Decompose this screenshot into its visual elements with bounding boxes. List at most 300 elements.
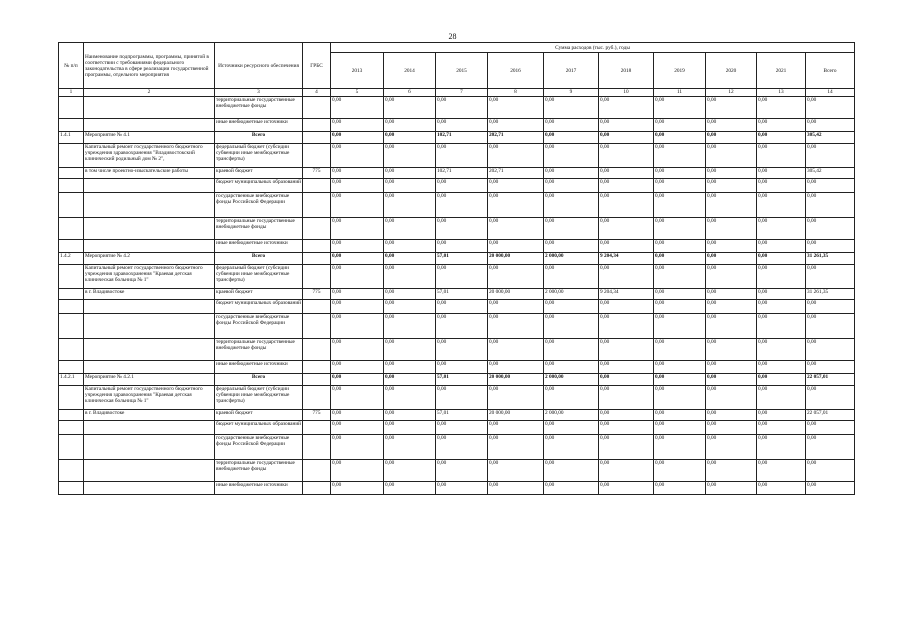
row-value: 0,00 — [757, 253, 806, 265]
row-value: 0,00 — [599, 361, 654, 374]
column-number: 9 — [544, 89, 599, 97]
table-row — [59, 482, 855, 495]
row-value: 0,00 — [654, 339, 706, 361]
row-source: краевой бюджет — [215, 289, 303, 300]
row-value: 0,00 — [706, 482, 757, 495]
row-value: 0,00 — [331, 361, 384, 374]
header-name: Наименование подпрограммы, программы, принятой в соответствии с требованиями федерального законодательства в сфере реализации государственной программы, отдельного мероприятия — [84, 43, 215, 89]
row-value: 0,00 — [384, 218, 436, 240]
row-grbs — [303, 218, 331, 240]
row-value: 0,00 — [384, 265, 436, 289]
row-name: Капитальный ремонт государственного бюджетного учреждения здравоохранения "Краевая детская клиническая больница № 1" — [84, 386, 215, 410]
header-year: 2021 — [757, 53, 806, 89]
row-grbs — [303, 253, 331, 265]
row-value: 0,00 — [757, 265, 806, 289]
row-number — [59, 168, 84, 179]
row-value: 0,00 — [384, 339, 436, 361]
budget-table — [58, 42, 855, 495]
row-value: 0,00 — [488, 300, 544, 314]
row-number: 1.4.2.1 — [59, 374, 84, 386]
row-value: 0,00 — [544, 168, 599, 179]
row-value: 0,00 — [654, 132, 706, 144]
row-number — [59, 289, 84, 300]
row-value: 0,00 — [384, 482, 436, 495]
row-source: территориальные государственные внебюджетные фонды — [215, 218, 303, 240]
row-value: 57,01 — [436, 289, 488, 300]
row-value: 0,00 — [599, 460, 654, 482]
row-value: 0,00 — [599, 179, 654, 193]
row-value: 0,00 — [544, 339, 599, 361]
row-value: 0,00 — [384, 132, 436, 144]
row-value: 0,00 — [757, 300, 806, 314]
row-value: 0,00 — [757, 314, 806, 339]
row-name — [84, 218, 215, 240]
row-name: в г. Владивостоке — [84, 410, 215, 421]
row-value: 9 204,34 — [599, 289, 654, 300]
row-source: краевой бюджет — [215, 410, 303, 421]
header-year: 2020 — [706, 53, 757, 89]
row-name — [84, 460, 215, 482]
row-value: 0,00 — [706, 386, 757, 410]
row-grbs — [303, 300, 331, 314]
row-value: 305,42 — [806, 168, 855, 179]
row-value: 202,71 — [488, 168, 544, 179]
row-value: 0,00 — [331, 218, 384, 240]
row-name: в г. Владивостоке — [84, 289, 215, 300]
row-value: 0,00 — [706, 314, 757, 339]
row-value: 0,00 — [599, 119, 654, 132]
row-value: 0,00 — [384, 144, 436, 168]
row-value: 0,00 — [544, 179, 599, 193]
row-grbs — [303, 386, 331, 410]
row-number — [59, 300, 84, 314]
row-name — [84, 300, 215, 314]
header-year: 2015 — [436, 53, 488, 89]
row-value: 0,00 — [544, 218, 599, 240]
row-value: 0,00 — [757, 240, 806, 253]
row-value: 0,00 — [706, 97, 757, 119]
row-number — [59, 386, 84, 410]
row-grbs — [303, 361, 331, 374]
row-value: 0,00 — [331, 421, 384, 435]
row-value: 0,00 — [757, 421, 806, 435]
row-grbs: 775 — [303, 410, 331, 421]
row-value: 0,00 — [436, 119, 488, 132]
row-value: 0,00 — [544, 265, 599, 289]
row-value: 0,00 — [806, 339, 855, 361]
header-year: 2017 — [544, 53, 599, 89]
row-value: 0,00 — [436, 193, 488, 218]
row-value: 0,00 — [331, 339, 384, 361]
row-value: 102,71 — [436, 132, 488, 144]
row-value: 0,00 — [599, 374, 654, 386]
table-row — [59, 97, 855, 119]
row-value: 0,00 — [654, 179, 706, 193]
row-source: территориальные государственные внебюджетные фонды — [215, 339, 303, 361]
row-value: 0,00 — [654, 218, 706, 240]
row-number — [59, 97, 84, 119]
row-grbs — [303, 119, 331, 132]
row-name — [84, 314, 215, 339]
row-value: 0,00 — [384, 361, 436, 374]
row-value: 0,00 — [654, 119, 706, 132]
row-source: федеральный бюджет (субсидии субвенции иные межбюджетные трансферты) — [215, 265, 303, 289]
row-source: Всего — [215, 132, 303, 144]
row-value: 102,71 — [436, 168, 488, 179]
row-value: 0,00 — [806, 240, 855, 253]
table-row — [59, 314, 855, 339]
table-row — [59, 435, 855, 460]
row-value: 9 204,34 — [599, 253, 654, 265]
row-value: 31 261,35 — [806, 289, 855, 300]
column-number: 5 — [331, 89, 384, 97]
row-value: 0,00 — [806, 265, 855, 289]
row-number — [59, 193, 84, 218]
row-value: 0,00 — [544, 300, 599, 314]
table-row — [59, 339, 855, 361]
row-source: государственные внебюджетные фонды Российской Федерации — [215, 435, 303, 460]
row-value: 22 057,01 — [806, 374, 855, 386]
row-value: 0,00 — [331, 193, 384, 218]
row-value: 0,00 — [488, 179, 544, 193]
row-source: бюджет муниципальных образований — [215, 421, 303, 435]
row-value: 202,71 — [488, 132, 544, 144]
table-row — [59, 144, 855, 168]
row-value: 0,00 — [488, 386, 544, 410]
row-name — [84, 240, 215, 253]
row-value: 0,00 — [654, 253, 706, 265]
row-value: 0,00 — [544, 361, 599, 374]
row-value: 0,00 — [331, 144, 384, 168]
row-value: 0,00 — [599, 168, 654, 179]
row-value: 0,00 — [331, 374, 384, 386]
row-value: 0,00 — [806, 421, 855, 435]
row-value: 0,00 — [544, 119, 599, 132]
row-value: 0,00 — [488, 421, 544, 435]
row-value: 0,00 — [806, 460, 855, 482]
row-grbs — [303, 314, 331, 339]
row-value: 0,00 — [706, 421, 757, 435]
row-value: 0,00 — [757, 339, 806, 361]
row-value: 0,00 — [436, 240, 488, 253]
row-value: 0,00 — [599, 132, 654, 144]
row-value: 0,00 — [757, 435, 806, 460]
column-number: 12 — [706, 89, 757, 97]
row-value: 0,00 — [757, 97, 806, 119]
header-grbs: ГРБС — [303, 43, 331, 89]
row-value: 0,00 — [599, 193, 654, 218]
table-row — [59, 240, 855, 253]
row-value: 0,00 — [599, 265, 654, 289]
row-value: 0,00 — [436, 435, 488, 460]
row-value: 57,01 — [436, 253, 488, 265]
row-number — [59, 421, 84, 435]
row-source: Всего — [215, 374, 303, 386]
row-value: 0,00 — [654, 265, 706, 289]
row-value: 0,00 — [806, 386, 855, 410]
table-row — [59, 410, 855, 421]
row-value: 0,00 — [806, 218, 855, 240]
row-value: 2 000,00 — [544, 374, 599, 386]
row-grbs — [303, 374, 331, 386]
row-value: 0,00 — [384, 386, 436, 410]
row-value: 57,01 — [436, 410, 488, 421]
row-value: 0,00 — [706, 410, 757, 421]
row-value: 0,00 — [599, 300, 654, 314]
row-value: 0,00 — [706, 374, 757, 386]
row-number — [59, 119, 84, 132]
header-year: 2019 — [654, 53, 706, 89]
row-value: 0,00 — [757, 482, 806, 495]
row-value: 0,00 — [331, 314, 384, 339]
row-name: Капитальный ремонт государственного бюджетного учреждения здравоохранения "Владивостокский клинический родильный дом № 2", — [84, 144, 215, 168]
row-number — [59, 460, 84, 482]
row-value: 0,00 — [654, 421, 706, 435]
column-number: 10 — [599, 89, 654, 97]
row-value: 0,00 — [488, 218, 544, 240]
row-value: 20 000,00 — [488, 410, 544, 421]
row-value: 0,00 — [488, 144, 544, 168]
row-value: 0,00 — [488, 339, 544, 361]
table-row — [59, 132, 855, 144]
row-value: 0,00 — [331, 265, 384, 289]
row-value: 0,00 — [544, 386, 599, 410]
header-year: Всего — [806, 53, 855, 89]
row-number — [59, 265, 84, 289]
table-row — [59, 168, 855, 179]
row-grbs — [303, 421, 331, 435]
row-value: 0,00 — [544, 460, 599, 482]
row-value: 0,00 — [436, 421, 488, 435]
row-grbs — [303, 460, 331, 482]
row-value: 0,00 — [654, 193, 706, 218]
row-source: иные внебюджетные источники — [215, 482, 303, 495]
table-row — [59, 460, 855, 482]
row-value: 22 057,01 — [806, 410, 855, 421]
row-grbs — [303, 144, 331, 168]
row-grbs — [303, 179, 331, 193]
row-source: иные внебюджетные источники — [215, 361, 303, 374]
row-value: 0,00 — [488, 193, 544, 218]
row-value: 0,00 — [757, 218, 806, 240]
row-name — [84, 179, 215, 193]
row-number: 1.4.2 — [59, 253, 84, 265]
row-value: 0,00 — [654, 435, 706, 460]
row-value: 31 261,35 — [806, 253, 855, 265]
row-value: 0,00 — [599, 435, 654, 460]
row-value: 0,00 — [384, 460, 436, 482]
row-number — [59, 435, 84, 460]
row-value: 0,00 — [384, 300, 436, 314]
row-name — [84, 421, 215, 435]
row-value: 0,00 — [706, 144, 757, 168]
row-value: 0,00 — [599, 482, 654, 495]
row-value: 0,00 — [654, 460, 706, 482]
row-value: 2 000,00 — [544, 410, 599, 421]
row-value: 0,00 — [384, 168, 436, 179]
row-value: 0,00 — [384, 435, 436, 460]
row-value: 0,00 — [757, 460, 806, 482]
row-value: 57,01 — [436, 374, 488, 386]
column-number: 2 — [84, 89, 215, 97]
row-number — [59, 179, 84, 193]
row-value: 0,00 — [436, 361, 488, 374]
header-year: 2016 — [488, 53, 544, 89]
row-value: 0,00 — [488, 119, 544, 132]
row-source: территориальные государственные внебюджетные фонды — [215, 460, 303, 482]
row-value: 0,00 — [706, 168, 757, 179]
table-row — [59, 374, 855, 386]
row-value: 0,00 — [706, 300, 757, 314]
row-value: 0,00 — [757, 410, 806, 421]
row-value: 0,00 — [706, 460, 757, 482]
table-row — [59, 361, 855, 374]
row-value: 0,00 — [706, 435, 757, 460]
row-value: 0,00 — [384, 253, 436, 265]
row-value: 0,00 — [384, 289, 436, 300]
header-year: 2014 — [384, 53, 436, 89]
row-value: 0,00 — [331, 386, 384, 410]
row-name: Капитальный ремонт государственного бюджетного учреждения здравоохранения "Краевая детская клиническая больница № 1" — [84, 265, 215, 289]
row-value: 0,00 — [436, 339, 488, 361]
row-value: 0,00 — [436, 179, 488, 193]
row-grbs — [303, 193, 331, 218]
row-value: 0,00 — [706, 253, 757, 265]
row-number — [59, 218, 84, 240]
row-value: 0,00 — [706, 193, 757, 218]
row-value: 0,00 — [706, 119, 757, 132]
row-value: 0,00 — [436, 460, 488, 482]
row-value: 0,00 — [806, 361, 855, 374]
header-sum: Сумма расходов (тыс. руб.), годы — [331, 43, 855, 53]
row-value: 0,00 — [331, 119, 384, 132]
row-value: 0,00 — [331, 253, 384, 265]
row-value: 0,00 — [331, 168, 384, 179]
table-row — [59, 119, 855, 132]
row-value: 0,00 — [436, 144, 488, 168]
row-value: 0,00 — [706, 339, 757, 361]
row-number — [59, 240, 84, 253]
table-row — [59, 193, 855, 218]
row-value: 0,00 — [654, 386, 706, 410]
row-value: 0,00 — [331, 132, 384, 144]
row-value: 0,00 — [384, 421, 436, 435]
row-value: 0,00 — [544, 193, 599, 218]
table-row — [59, 300, 855, 314]
row-value: 20 000,00 — [488, 289, 544, 300]
row-value: 0,00 — [654, 97, 706, 119]
row-grbs: 775 — [303, 168, 331, 179]
row-value: 0,00 — [331, 97, 384, 119]
row-value: 0,00 — [384, 240, 436, 253]
row-value: 0,00 — [757, 289, 806, 300]
table-row — [59, 421, 855, 435]
row-value: 0,00 — [436, 300, 488, 314]
row-value: 0,00 — [488, 314, 544, 339]
row-value: 0,00 — [488, 460, 544, 482]
row-name: Мероприятие № 4.2.1 — [84, 374, 215, 386]
row-value: 0,00 — [806, 179, 855, 193]
row-source: Всего — [215, 253, 303, 265]
row-value: 0,00 — [757, 119, 806, 132]
row-number — [59, 144, 84, 168]
row-name — [84, 97, 215, 119]
row-value: 0,00 — [599, 410, 654, 421]
row-value: 0,00 — [806, 119, 855, 132]
row-grbs — [303, 482, 331, 495]
row-value: 0,00 — [706, 179, 757, 193]
row-value: 0,00 — [488, 265, 544, 289]
row-value: 0,00 — [544, 144, 599, 168]
row-grbs: 775 — [303, 289, 331, 300]
row-value: 0,00 — [757, 193, 806, 218]
row-value: 0,00 — [706, 132, 757, 144]
row-value: 0,00 — [654, 168, 706, 179]
row-value: 0,00 — [331, 179, 384, 193]
row-value: 0,00 — [757, 374, 806, 386]
row-value: 0,00 — [436, 386, 488, 410]
row-grbs — [303, 132, 331, 144]
row-value: 0,00 — [544, 240, 599, 253]
row-value: 0,00 — [488, 435, 544, 460]
row-name — [84, 193, 215, 218]
row-value: 0,00 — [384, 193, 436, 218]
row-value: 0,00 — [806, 300, 855, 314]
table-row — [59, 289, 855, 300]
row-value: 0,00 — [436, 218, 488, 240]
row-value: 0,00 — [331, 435, 384, 460]
row-source: иные внебюджетные источники — [215, 240, 303, 253]
row-grbs — [303, 265, 331, 289]
row-value: 0,00 — [544, 97, 599, 119]
table-row — [59, 265, 855, 289]
row-value: 0,00 — [806, 435, 855, 460]
row-value: 0,00 — [436, 265, 488, 289]
row-source: государственные внебюджетные фонды Российской Федерации — [215, 193, 303, 218]
row-value: 0,00 — [757, 386, 806, 410]
row-value: 0,00 — [599, 240, 654, 253]
row-value: 0,00 — [806, 97, 855, 119]
row-name: Мероприятие № 4.1 — [84, 132, 215, 144]
row-value: 0,00 — [331, 460, 384, 482]
row-source: федеральный бюджет (субсидии субвенции иные межбюджетные трансферты) — [215, 386, 303, 410]
column-number: 6 — [384, 89, 436, 97]
row-value: 0,00 — [544, 314, 599, 339]
row-value: 2 000,00 — [544, 253, 599, 265]
row-value: 0,00 — [436, 482, 488, 495]
row-value: 0,00 — [544, 132, 599, 144]
row-source: государственные внебюджетные фонды Российской Федерации — [215, 314, 303, 339]
header-year: 2013 — [331, 53, 384, 89]
row-name — [84, 482, 215, 495]
row-name — [84, 119, 215, 132]
row-value: 0,00 — [544, 421, 599, 435]
row-value: 0,00 — [806, 482, 855, 495]
row-value: 0,00 — [436, 97, 488, 119]
row-value: 0,00 — [331, 300, 384, 314]
row-value: 0,00 — [599, 314, 654, 339]
row-name — [84, 361, 215, 374]
row-value: 0,00 — [331, 410, 384, 421]
row-value: 0,00 — [488, 482, 544, 495]
row-value: 0,00 — [757, 361, 806, 374]
row-grbs — [303, 97, 331, 119]
row-value: 0,00 — [599, 144, 654, 168]
row-value: 0,00 — [599, 421, 654, 435]
row-number — [59, 314, 84, 339]
row-value: 0,00 — [488, 361, 544, 374]
row-value: 0,00 — [654, 240, 706, 253]
